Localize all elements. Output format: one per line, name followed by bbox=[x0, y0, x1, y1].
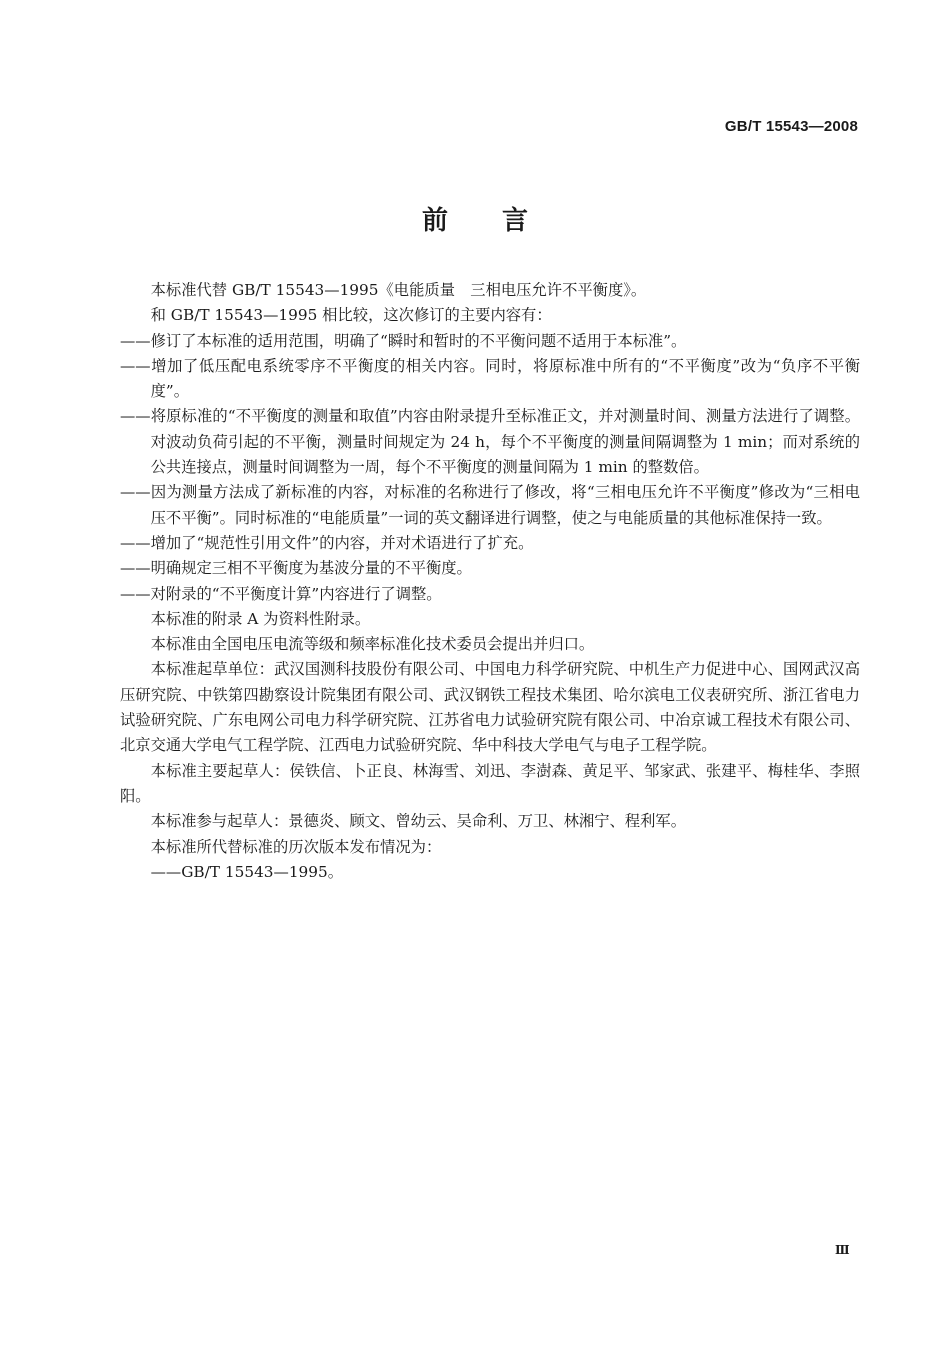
change-item-scope: ——修订了本标准的适用范围，明确了“瞬时和暂时的不平衡问题不适用于本标准”。 bbox=[120, 331, 687, 350]
page-title: 前言 bbox=[421, 206, 582, 236]
foreword-body bbox=[120, 278, 860, 885]
paragraph-main-drafters: 本标准主要起草人：侯铁信、卜正良、林海雪、刘迅、李澍森、黄足平、邹家武、张建平、梅桂华、李照阳。 bbox=[120, 761, 860, 805]
change-item-fundamental: ——明确规定三相不平衡度为基波分量的不平衡度。 bbox=[120, 559, 472, 578]
paragraph-comparison: 和 GB/T 15543—1995 相比较，这次修订的主要内容有： bbox=[150, 306, 552, 325]
change-item-annex: ——对附录的“不平衡度计算”内容进行了调整。 bbox=[120, 584, 442, 603]
change-item-zero-sequence: ——增加了低压配电系统零序不平衡度的相关内容。同时，将原标准中所有的“不平衡度”改为“负序不平衡度”。 bbox=[120, 356, 860, 401]
paragraph-previous-version: ——GB/T 15543—1995。 bbox=[150, 862, 344, 881]
change-item-references: ——增加了“规范性引用文件”的内容，并对术语进行了扩充。 bbox=[120, 533, 534, 552]
paragraph-replacement: 本标准代替 GB/T 15543—1995《电能质量 三相电压允许不平衡度》。 bbox=[150, 281, 647, 299]
paragraph-annex-a: 本标准的附录 A 为资料性附录。 bbox=[150, 609, 371, 628]
paragraph-drafting-units: 本标准起草单位：武汉国测科技股份有限公司、中国电力科学研究院、中机生产力促进中心、国网武汉高压研究院、中铁第四勘察设计院集团有限公司、武汉钢铁工程技术集团、哈尔滨电工仪表研究所、浙江省电力试验研究院、广东电网公司电力科学研究院、江苏省电力试验研究院有限公司、中冶京诚工程技术有限公司、北京交通大学电气工程学院、江西电力试验研究院、华中科技大学电气与电子工程学院。 bbox=[120, 660, 860, 755]
page-number: Ⅲ bbox=[835, 1243, 849, 1257]
paragraph-version-history: 本标准所代替标准的历次版本发布情况为： bbox=[150, 837, 442, 856]
standard-number: GB/T 15543—2008 bbox=[724, 118, 858, 135]
change-item-measurement: ——将原标准的“不平衡度的测量和取值”内容由附录提升至标准正文，并对测量时间、测量方法进行了调整。对波动负荷引起的不平衡，测量时间规定为 24 h，每个不平衡度的测量间隔调整为 1 min；而对系统的公共连接点，测量时间调整为一周，每个不平衡度的测量间隔为 1 min 的整数倍。 bbox=[120, 407, 860, 477]
paragraph-participating-drafters: 本标准参与起草人：景德炎、顾文、曾幼云、吴命利、万卫、林湘宁、程利军。 bbox=[150, 812, 686, 831]
change-item-title: ——因为测量方法成了新标准的内容，对标准的名称进行了修改，将“三相电压允许不平衡度”修改为“三相电压不平衡”。同时标准的“电能质量”一词的英文翻译进行调整，使之与电能质量的其他标准保持一致。 bbox=[120, 483, 860, 527]
paragraph-committee: 本标准由全国电压电流等级和频率标准化技术委员会提出并归口。 bbox=[150, 635, 595, 654]
